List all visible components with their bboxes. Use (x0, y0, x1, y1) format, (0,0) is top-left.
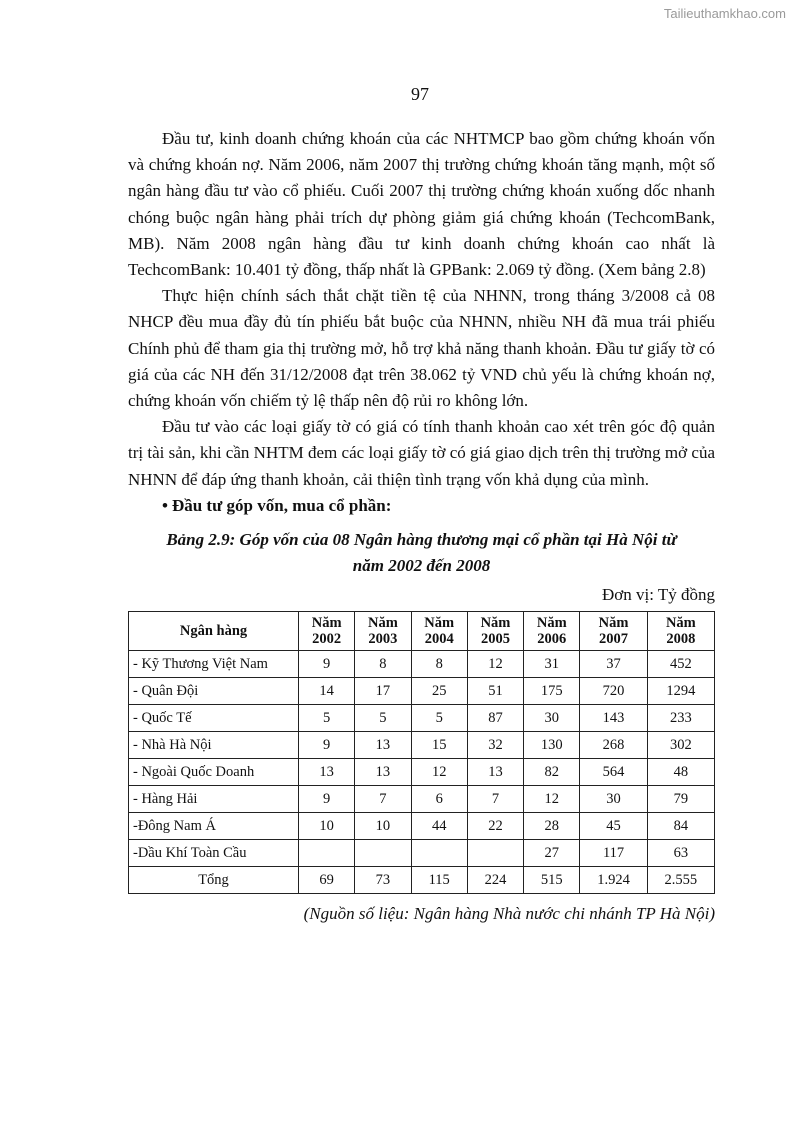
value-cell: 15 (411, 732, 467, 759)
table-total-row (129, 867, 715, 894)
table-row (129, 678, 715, 705)
value-cell: 6 (411, 786, 467, 813)
header-year-label: Năm (424, 615, 455, 632)
header-year-label: Năm (598, 615, 629, 632)
bank-name: - Quân Đội (129, 678, 299, 705)
value-cell: 17 (355, 678, 411, 705)
value-cell: 8 (411, 651, 467, 678)
value-cell: 8 (355, 651, 411, 678)
value-cell: 7 (467, 786, 523, 813)
header-year-label: Năm (536, 615, 567, 632)
table-row (129, 651, 715, 678)
bank-name: -Đông Nam Á (129, 813, 299, 840)
value-cell: 30 (580, 786, 647, 813)
total-value-cell: 73 (355, 867, 411, 894)
source-note: (Nguồn số liệu: Ngân hàng Nhà nước chi nhánh TP Hà Nội) (303, 904, 715, 924)
bank-name: -Dầu Khí Toàn Cầu (129, 840, 299, 867)
value-cell: 31 (524, 651, 580, 678)
value-cell: 5 (411, 705, 467, 732)
value-cell: 9 (299, 732, 355, 759)
bank-name: - Quốc Tế (129, 705, 299, 732)
header-year (355, 612, 411, 651)
capital-contribution-table (128, 611, 715, 894)
value-cell: 63 (647, 840, 714, 867)
total-value-cell: 2.555 (647, 867, 714, 894)
header-year-value: 2006 (537, 631, 567, 648)
value-cell: 25 (411, 678, 467, 705)
header-year-label: Năm (480, 615, 511, 632)
value-cell: 9 (299, 651, 355, 678)
table-row (129, 732, 715, 759)
value-cell: 13 (355, 732, 411, 759)
header-year (299, 612, 355, 651)
header-year (411, 612, 467, 651)
table-row (129, 705, 715, 732)
total-value-cell: 115 (411, 867, 467, 894)
unit-label: Đơn vị: Tỷ đồng (601, 585, 715, 605)
table-title-line-1: Bảng 2.9: Góp vốn của 08 Ngân hàng thương mại cổ phần tại Hà Nội từ (166, 530, 677, 550)
value-cell: 84 (647, 813, 714, 840)
section-bullet (128, 493, 715, 519)
header-year-value: 2005 (480, 631, 510, 648)
table-title (128, 527, 715, 579)
watermark: Tailieuthamkhao.com (663, 6, 786, 21)
header-year (524, 612, 580, 651)
bank-name: - Ngoài Quốc Doanh (129, 759, 299, 786)
value-cell: 452 (647, 651, 714, 678)
page-number: 97 (411, 84, 429, 104)
table-title-line-2: năm 2002 đến 2008 (352, 556, 491, 576)
header-bank: Ngân hàng (129, 612, 299, 651)
paragraph-valuable-papers: Đầu tư vào các loại giấy tờ có giá có tính thanh khoản cao xét trên góc độ quản trị tài sản, khi cần NHTM đem các loại giấy tờ có giá giao dịch trên thị trường mở của NHNN để đáp ứng thanh khoản, cải thiện tình trạng vốn khả dụng của mình. (128, 417, 715, 489)
section-heading: Đầu tư góp vốn, mua cổ phần: (171, 495, 392, 515)
value-cell: 27 (524, 840, 580, 867)
value-cell: 233 (647, 705, 714, 732)
total-label: Tổng (129, 867, 299, 894)
table-row (129, 813, 715, 840)
value-cell (411, 840, 467, 867)
table-body (129, 651, 715, 894)
value-cell: 48 (647, 759, 714, 786)
value-cell: 87 (467, 705, 523, 732)
paragraph-monetary-policy: Thực hiện chính sách thắt chặt tiền tệ của NHNN, trong tháng 3/2008 cả 08 NHCP đều mua đầy đủ tín phiếu bắt buộc của NHNN, nhiều NH đã mua trái phiếu Chính phủ để tham gia thị trường mở, hỗ trợ khả năng thanh khoản. Đầu tư giấy tờ có giá của các NH đến 31/12/2008 đạt trên 38.062 tỷ VND chủ yếu là chứng khoán nợ, chứng khoán vốn chiếm tỷ lệ thấp nên độ rủi ro không lớn. (128, 286, 715, 411)
value-cell: 117 (580, 840, 647, 867)
bank-name: - Nhà Hà Nội (129, 732, 299, 759)
value-cell: 7 (355, 786, 411, 813)
table-header-row (129, 612, 715, 651)
value-cell (299, 840, 355, 867)
value-cell: 44 (411, 813, 467, 840)
header-year-label: Năm (665, 615, 696, 632)
value-cell: 12 (411, 759, 467, 786)
total-value-cell: 1.924 (580, 867, 647, 894)
bank-name: - Hàng Hải (129, 786, 299, 813)
table-row (129, 759, 715, 786)
value-cell: 12 (467, 651, 523, 678)
value-cell: 302 (647, 732, 714, 759)
page-content (128, 126, 715, 924)
paragraph-securities-investment: Đầu tư, kinh doanh chứng khoán của các NHTMCP bao gồm chứng khoán vốn và chứng khoán nợ. Năm 2006, năm 2007 thị trường chứng khoán tăng mạnh, một số ngân hàng đầu tư vào cổ phiếu. Cuối 2007 thị trường chứng khoán xuống dốc nhanh chóng buộc ngân hàng phải trích dự phòng giảm giá chứng khoán (TechcomBank, MB). Năm 2008 ngân hàng đầu tư kinh doanh chứng khoán cao nhất là TechcomBank: 10.401 tỷ đồng, thấp nhất là GPBank: 2.069 tỷ đồng. (Xem bảng 2.8) (128, 129, 715, 280)
value-cell: 28 (524, 813, 580, 840)
header-year-label: Năm (368, 615, 398, 632)
value-cell: 175 (524, 678, 580, 705)
value-cell: 32 (467, 732, 523, 759)
header-year-value: 2008 (666, 631, 696, 648)
header-year-label: Năm (311, 615, 342, 632)
total-value-cell: 515 (524, 867, 580, 894)
bank-name: - Kỹ Thương Việt Nam (129, 651, 299, 678)
value-cell: 1294 (647, 678, 714, 705)
value-cell: 13 (467, 759, 523, 786)
value-cell: 268 (580, 732, 647, 759)
value-cell: 14 (299, 678, 355, 705)
value-cell: 130 (524, 732, 580, 759)
header-year-value: 2007 (599, 631, 629, 648)
bullet-icon: • (162, 495, 168, 515)
header-year (647, 612, 714, 651)
header-year-value: 2002 (312, 631, 342, 648)
value-cell: 720 (580, 678, 647, 705)
value-cell: 51 (467, 678, 523, 705)
header-year (467, 612, 523, 651)
value-cell: 12 (524, 786, 580, 813)
header-year-value: 2004 (424, 631, 454, 648)
total-value-cell: 69 (299, 867, 355, 894)
value-cell: 45 (580, 813, 647, 840)
value-cell (355, 840, 411, 867)
value-cell: 9 (299, 786, 355, 813)
value-cell: 10 (355, 813, 411, 840)
value-cell: 5 (355, 705, 411, 732)
value-cell: 30 (524, 705, 580, 732)
header-year (580, 612, 647, 651)
table-row (129, 786, 715, 813)
value-cell (467, 840, 523, 867)
value-cell: 143 (580, 705, 647, 732)
value-cell: 82 (524, 759, 580, 786)
total-value-cell: 224 (467, 867, 523, 894)
value-cell: 5 (299, 705, 355, 732)
value-cell: 13 (355, 759, 411, 786)
header-year-value: 2003 (368, 631, 398, 648)
value-cell: 13 (299, 759, 355, 786)
value-cell: 79 (647, 786, 714, 813)
value-cell: 37 (580, 651, 647, 678)
value-cell: 564 (580, 759, 647, 786)
table-row (129, 840, 715, 867)
value-cell: 22 (467, 813, 523, 840)
value-cell: 10 (299, 813, 355, 840)
